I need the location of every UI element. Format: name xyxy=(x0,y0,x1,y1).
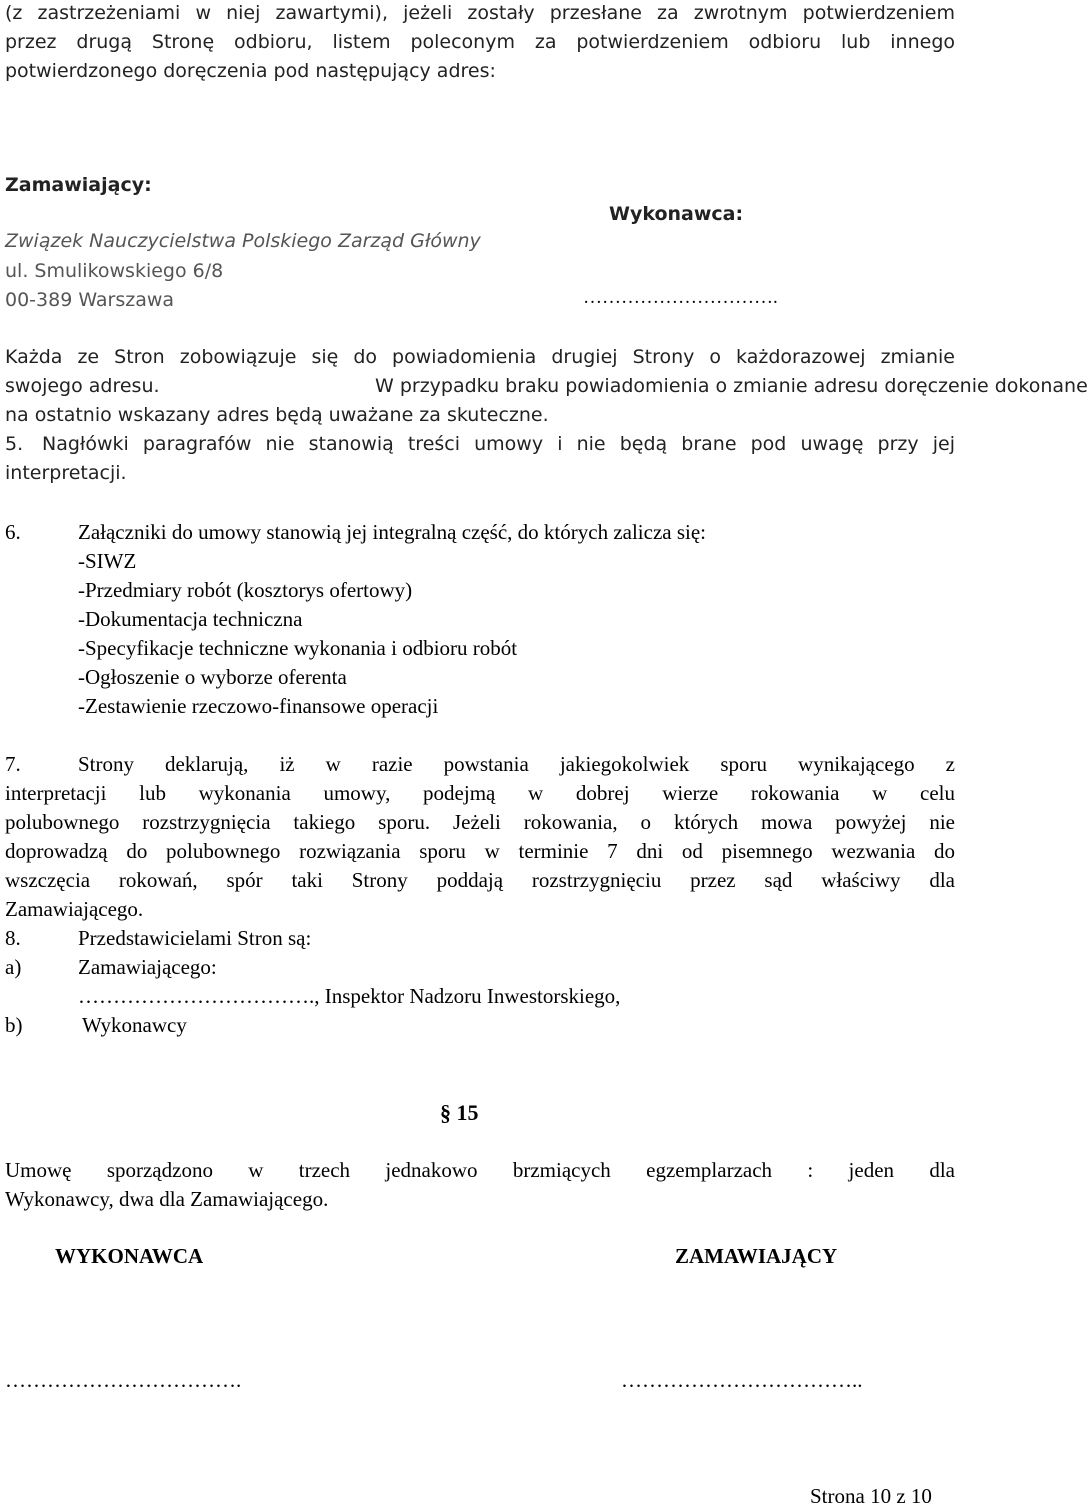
intro-line-1: (z zastrzeżeniami w niej zawartymi), jeżeli zostały przesłane za zwrotnym potwierdzeniem xyxy=(5,2,955,24)
point-8-b-marker: b) xyxy=(5,1013,23,1037)
point-7-line-4: doprowadzą do polubownego rozwiązania sporu w terminie 7 dni od pisemnego wezwania do xyxy=(5,839,955,863)
point-8-number: 8. xyxy=(5,926,21,950)
intro-line-2: przez drugą Stronę odbioru, listem poleconym za potwierdzeniem odbioru lub innego xyxy=(5,31,955,53)
point-8-a-marker: a) xyxy=(5,955,22,979)
address-change-line-2a: swojego adresu. xyxy=(5,375,160,397)
point-7-line-5: wszczęcia rokowań, spór taki Strony poddają rozstrzygnięciu przez sąd właściwy dla xyxy=(5,868,955,892)
section-15-line-2: Wykonawcy, dwa dla Zamawiającego. xyxy=(5,1187,329,1211)
point-8-a-detail: ……………………………., Inspektor Nadzoru Inwestorskiego, xyxy=(78,984,621,1008)
point-6-text: Załączniki do umowy stanowią jej integralną część, do których zalicza się: xyxy=(78,520,707,544)
attachment-item: -Przedmiary robót (kosztorys ofertowy) xyxy=(78,578,413,602)
point-7-line-2: interpretacji lub wykonania umowy, podejmą w dobrej wierze rokowania w celu xyxy=(5,781,955,805)
section-15-heading: § 15 xyxy=(440,1100,479,1125)
client-name: Związek Nauczycielstwa Polskiego Zarząd Główny xyxy=(5,230,481,252)
contractor-label: Wykonawca: xyxy=(609,203,744,225)
intro-line-3: potwierdzonego doręczenia pod następujący adres: xyxy=(5,60,496,82)
attachment-item: -Ogłoszenie o wyborze oferenta xyxy=(78,665,347,689)
point-7-line-3: polubownego rozstrzygnięcia takiego sporu. Jeżeli rokowania, o których mowa powyżej nie xyxy=(5,810,955,834)
address-change-line-1: Każda ze Stron zobowiązuje się do powiadomienia drugiej Strony o każdorazowej zmianie xyxy=(5,346,955,368)
point-7-line-1: Strony deklarują, iż w razie powstania jakiegokolwiek sporu wynikającego z xyxy=(78,752,955,776)
point-5-line-2: interpretacji. xyxy=(5,462,127,484)
point-8-a-label: Zamawiającego: xyxy=(78,955,217,979)
attachment-item: -Dokumentacja techniczna xyxy=(78,607,303,631)
point-5-line-1: Nagłówki paragrafów nie stanowią treści umowy i nie będą brane pod uwagę przy jej xyxy=(42,433,955,455)
point-5-number: 5. xyxy=(5,433,24,455)
point-7-line-6: Zamawiającego. xyxy=(5,897,144,921)
client-city: 00-389 Warszawa xyxy=(5,289,175,311)
client-label: Zamawiający: xyxy=(5,174,152,196)
attachment-item: -Zestawienie rzeczowo-finansowe operacji xyxy=(78,694,439,718)
signature-label-contractor: WYKONAWCA xyxy=(55,1244,204,1268)
signature-line-client: …………………………….. xyxy=(621,1368,863,1392)
point-6-number: 6. xyxy=(5,520,21,544)
section-15-line-1: Umowę sporządzono w trzech jednakowo brzmiących egzemplarzach : jeden dla xyxy=(5,1158,955,1182)
signature-line-contractor: ……………………………. xyxy=(5,1368,242,1392)
signature-label-client: ZAMAWIAJĄCY xyxy=(675,1244,838,1268)
point-8-b-label: Wykonawcy xyxy=(82,1013,187,1037)
address-change-line-2b: W przypadku braku powiadomienia o zmianie adresu doręczenie dokonane xyxy=(375,375,1088,397)
point-7-number: 7. xyxy=(5,752,21,776)
point-8-text: Przedstawicielami Stron są: xyxy=(78,926,312,950)
address-change-line-3: na ostatnio wskazany adres będą uważane za skuteczne. xyxy=(5,404,549,426)
attachment-item: -SIWZ xyxy=(78,549,137,573)
client-street: ul. Smulikowskiego 6/8 xyxy=(5,260,224,282)
attachment-item: -Specyfikacje techniczne wykonania i odbioru robót xyxy=(78,636,518,660)
page-number: Strona 10 z 10 xyxy=(810,1484,932,1508)
contractor-placeholder: …………………………. xyxy=(583,287,778,308)
